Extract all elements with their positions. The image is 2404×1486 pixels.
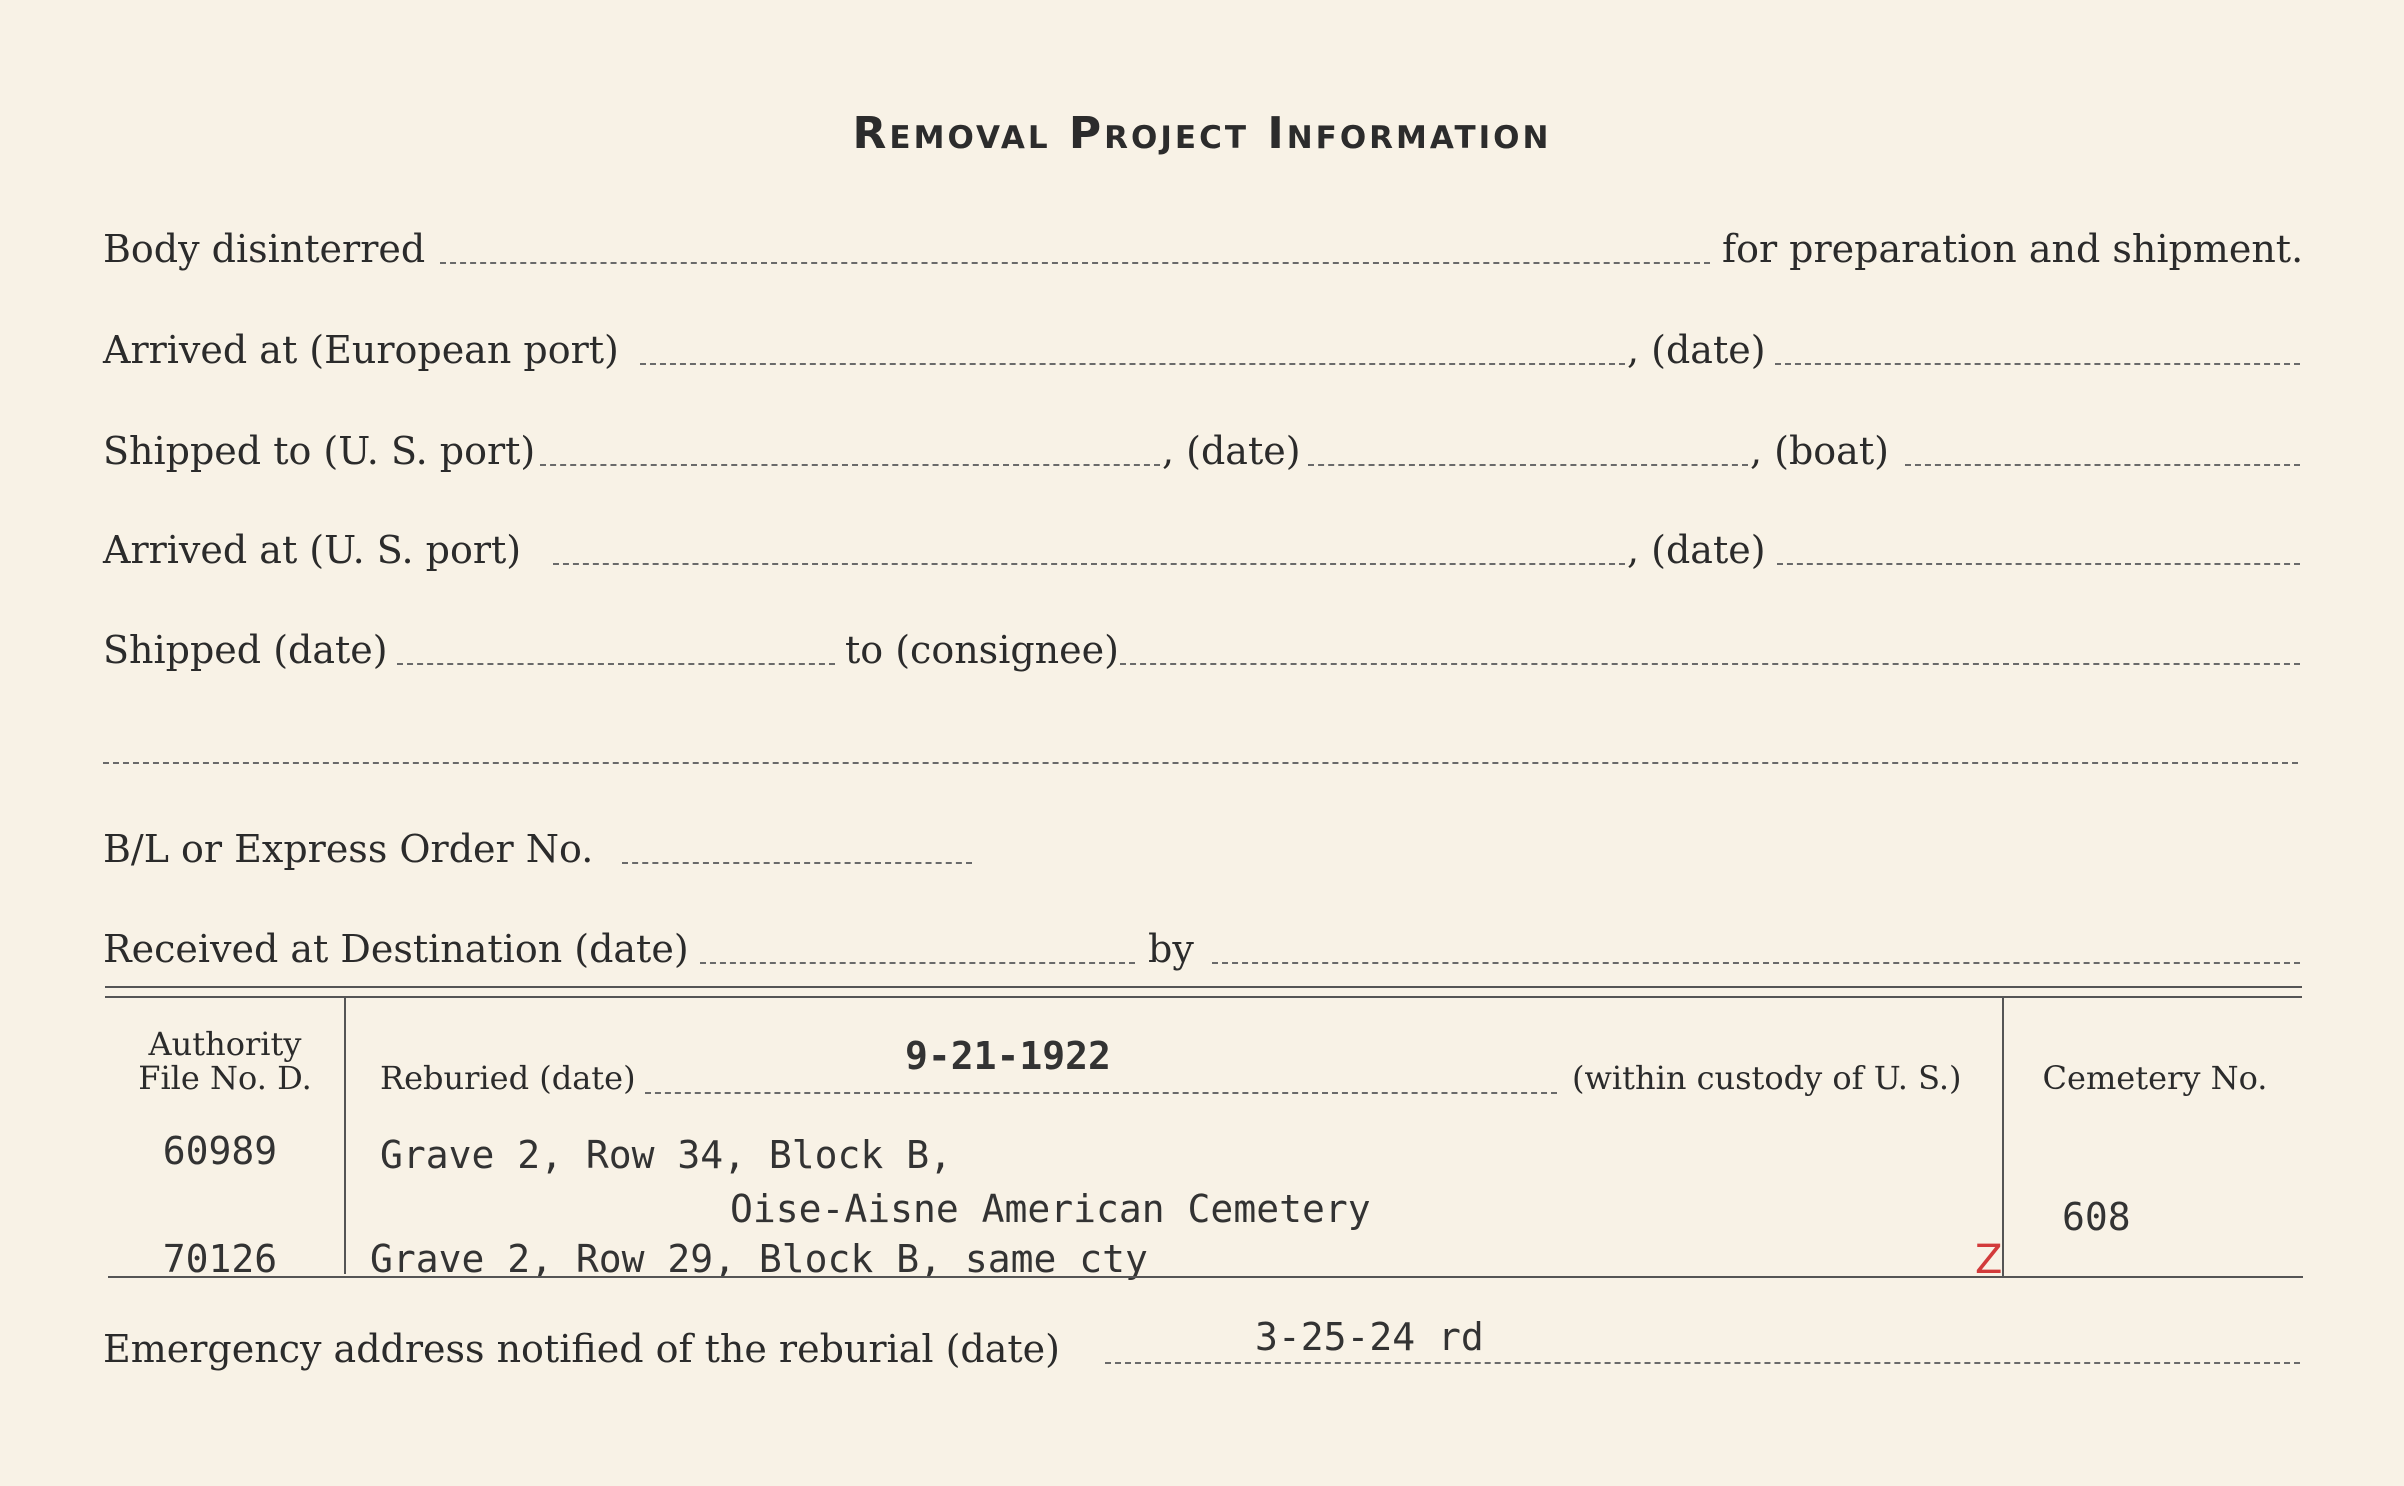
grave-line-3: Grave 2, Row 29, Block B, same cty: [370, 1237, 1148, 1281]
reburied-label: Reburied (date): [380, 1059, 636, 1097]
shipped-date-field: [397, 663, 835, 665]
body-disinterred-label: Body disinterred: [103, 227, 426, 271]
received-date-field: [700, 962, 1135, 964]
arrived-european-date-field: [1775, 363, 2300, 365]
shipped-us-date-label: , (date): [1162, 429, 1301, 473]
arrived-european-port-field: [640, 363, 1625, 365]
shipped-us-boat-field: [1905, 464, 2300, 466]
table-top-rule: [105, 986, 2302, 988]
file-number-2: 70126: [162, 1237, 278, 1281]
reburied-date-value: 9-21-1922: [905, 1034, 1111, 1078]
shipped-us-date-field: [1308, 464, 1748, 466]
emergency-label: Emergency address notified of the reburial (date): [103, 1327, 1060, 1371]
consignee-field: [1120, 663, 2300, 665]
shipped-date-label: Shipped (date): [103, 628, 388, 672]
arrived-us-port-field: [553, 563, 1625, 565]
bl-order-label: B/L or Express Order No.: [103, 827, 594, 871]
arrived-us-label: Arrived at (U. S. port): [103, 528, 522, 572]
card-title: Removal Project Information: [852, 108, 1552, 159]
table-divider-left: [344, 998, 346, 1274]
table-top-rule-inner: [105, 996, 2302, 998]
arrived-us-date-label: , (date): [1627, 528, 1766, 572]
shipped-us-boat-label: , (boat): [1750, 429, 1889, 473]
arrived-european-label: Arrived at (European port): [103, 328, 619, 372]
body-disinterred-field: [440, 262, 1710, 264]
consignee-continuation-field: [103, 762, 2298, 764]
bl-order-field: [622, 862, 972, 864]
arrived-us-date-field: [1777, 563, 2300, 565]
authority-header-line2: File No. D.: [138, 1059, 312, 1097]
table-bottom-rule: [108, 1276, 2303, 1278]
shipped-us-port-field: [540, 464, 1160, 466]
shipped-us-label: Shipped to (U. S. port): [103, 429, 536, 473]
custody-label: (within custody of U. S.): [1572, 1059, 1962, 1097]
cemetery-header: Cemetery No.: [2042, 1059, 2268, 1097]
emergency-date-value: 3-25-24 rd: [1255, 1315, 1484, 1359]
table-divider-right: [2002, 998, 2004, 1276]
consignee-label: to (consignee): [845, 628, 1119, 672]
arrived-european-date-label: , (date): [1627, 328, 1766, 372]
correction-mark: Z: [1975, 1237, 2003, 1283]
received-by-field: [1212, 962, 2300, 964]
body-disinterred-suffix: for preparation and shipment.: [1722, 227, 2304, 271]
emergency-date-field: [1105, 1362, 2300, 1364]
cemetery-number: 608: [2062, 1195, 2131, 1239]
authority-header-line1: Authority: [148, 1025, 302, 1063]
grave-line-1: Grave 2, Row 34, Block B,: [380, 1133, 952, 1177]
received-by-label: by: [1148, 927, 1194, 971]
reburied-date-field: [645, 1092, 1557, 1094]
file-number-1: 60989: [162, 1129, 278, 1173]
grave-line-2: Oise-Aisne American Cemetery: [730, 1187, 1371, 1231]
received-label: Received at Destination (date): [103, 927, 689, 971]
